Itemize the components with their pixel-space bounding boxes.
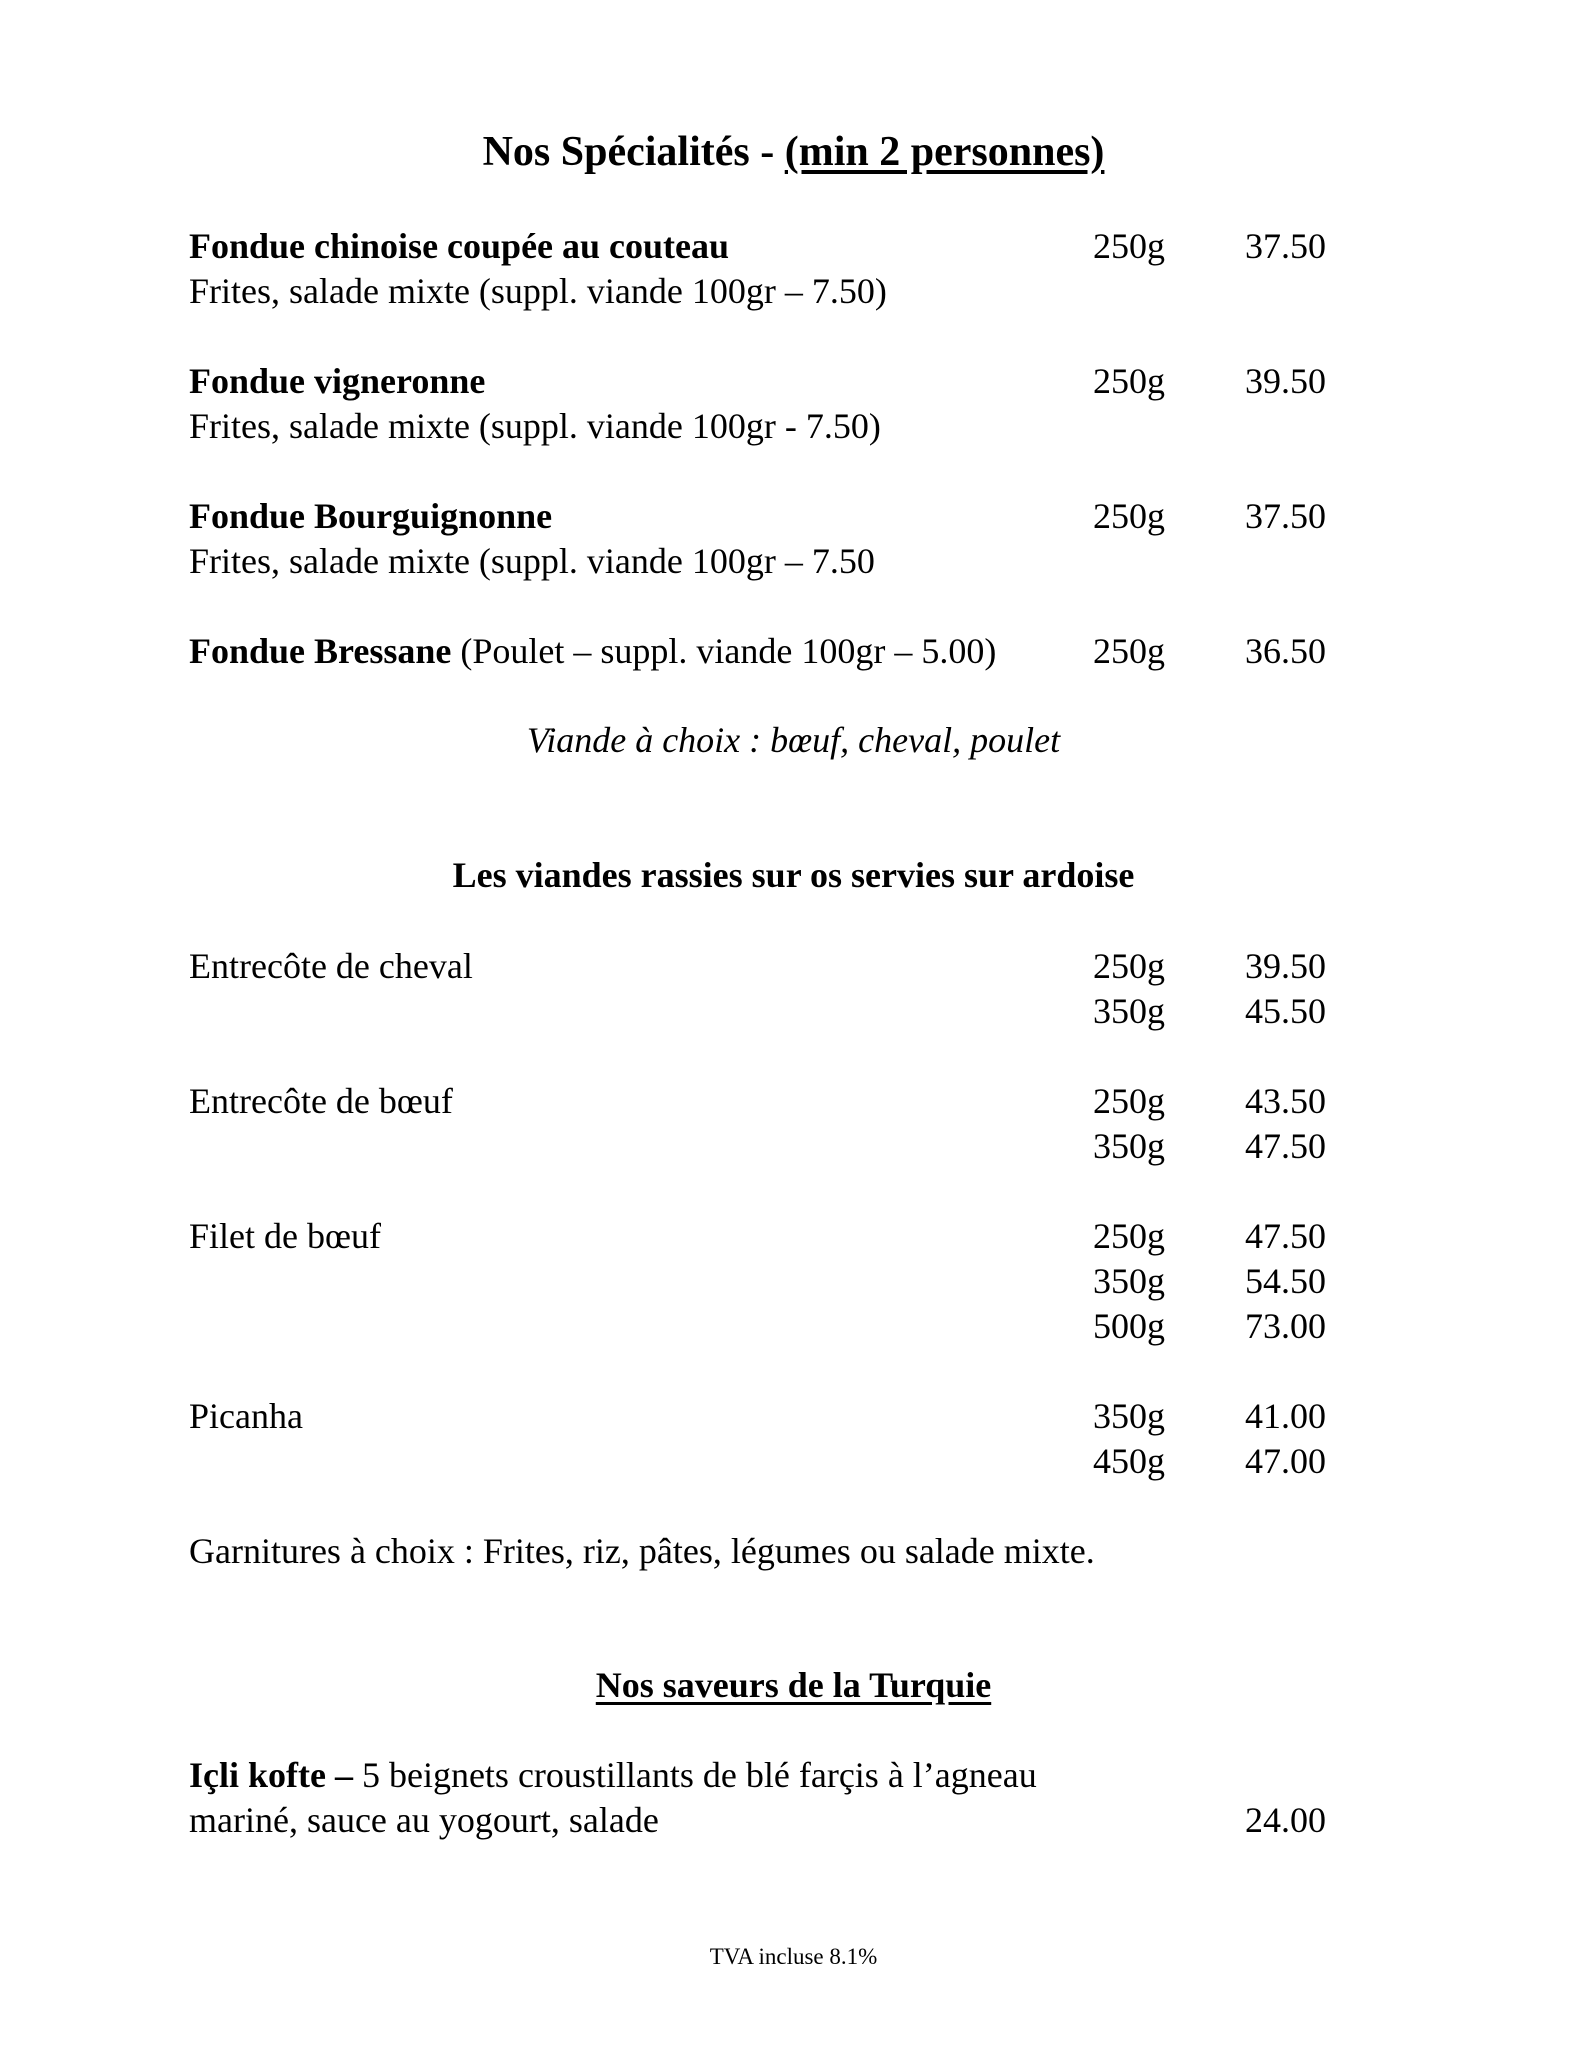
meat-price: 47.50 bbox=[1245, 1126, 1326, 1166]
fondue-price: 36.50 bbox=[1245, 631, 1326, 671]
turkey-item-description: 5 beignets croustillants de blé farçis à l’agneau bbox=[352, 1755, 1037, 1795]
meat-name: Entrecôte de bœuf bbox=[189, 1081, 453, 1121]
meat-weight: 350g bbox=[1093, 1126, 1165, 1166]
fondue-meat-note: Viande à choix : bœuf, cheval, poulet bbox=[526, 720, 1061, 760]
fondue-description: Frites, salade mixte (suppl. viande 100gr – 7.50 bbox=[189, 541, 875, 581]
turkey-item-description-line2: mariné, sauce au yogourt, salade bbox=[189, 1800, 659, 1840]
meat-weight: 250g bbox=[1093, 1216, 1165, 1256]
vat-footer: TVA incluse 8.1% bbox=[709, 1944, 878, 1969]
meat-weight: 250g bbox=[1093, 1081, 1165, 1121]
meat-price: 47.00 bbox=[1245, 1441, 1326, 1481]
sides-note: Garnitures à choix : Frites, riz, pâtes, légumes ou salade mixte. bbox=[189, 1531, 1095, 1571]
turkey-item-price: 24.00 bbox=[1245, 1800, 1326, 1840]
meat-name: Entrecôte de cheval bbox=[189, 946, 473, 986]
fondue-extra: (Poulet – suppl. viande 100gr – 5.00) bbox=[451, 631, 997, 671]
fondue-weight: 250g bbox=[1093, 361, 1165, 401]
fondue-weight: 250g bbox=[1093, 631, 1165, 671]
meat-price: 47.50 bbox=[1245, 1216, 1326, 1256]
turkey-section-title bbox=[0, 1667, 1587, 1703]
title-subtitle: (min 2 personnes) bbox=[784, 129, 1105, 175]
meat-price: 54.50 bbox=[1245, 1261, 1326, 1301]
meat-price: 41.00 bbox=[1245, 1396, 1326, 1436]
turkey-section-title-text: Nos saveurs de la Turquie bbox=[595, 1665, 992, 1705]
meat-weight: 350g bbox=[1093, 1261, 1165, 1301]
fondue-description: Frites, salade mixte (suppl. viande 100gr - 7.50) bbox=[189, 406, 881, 446]
turkey-item-name: Içli kofte – bbox=[189, 1755, 353, 1795]
meat-weight: 350g bbox=[1093, 991, 1165, 1031]
page-title bbox=[0, 131, 1587, 173]
meat-weight: 350g bbox=[1093, 1396, 1165, 1436]
turkey-item-line1 bbox=[189, 1757, 1037, 1793]
fondue-name: Fondue chinoise coupée au couteau bbox=[189, 226, 730, 266]
meats-section-title: Les viandes rassies sur os servies sur ardoise bbox=[452, 855, 1135, 895]
meat-weight: 450g bbox=[1093, 1441, 1165, 1481]
meat-price: 43.50 bbox=[1245, 1081, 1326, 1121]
fondue-name: Fondue vigneronne bbox=[189, 361, 486, 401]
fondue-name-line bbox=[189, 633, 996, 669]
fondue-weight: 250g bbox=[1093, 226, 1165, 266]
meat-weight: 250g bbox=[1093, 946, 1165, 986]
fondue-description: Frites, salade mixte (suppl. viande 100gr – 7.50) bbox=[189, 271, 887, 311]
meat-name: Picanha bbox=[189, 1396, 303, 1436]
meat-weight: 500g bbox=[1093, 1306, 1165, 1346]
meat-price: 45.50 bbox=[1245, 991, 1326, 1031]
fondue-price: 37.50 bbox=[1245, 226, 1326, 266]
meat-price: 39.50 bbox=[1245, 946, 1326, 986]
meat-name: Filet de bœuf bbox=[189, 1216, 381, 1256]
title-main: Nos Spécialités - bbox=[482, 129, 785, 175]
fondue-price: 37.50 bbox=[1245, 496, 1326, 536]
fondue-weight: 250g bbox=[1093, 496, 1165, 536]
fondue-name: Fondue Bressane bbox=[189, 631, 452, 671]
fondue-name: Fondue Bourguignonne bbox=[189, 496, 553, 536]
meat-price: 73.00 bbox=[1245, 1306, 1326, 1346]
fondue-price: 39.50 bbox=[1245, 361, 1326, 401]
